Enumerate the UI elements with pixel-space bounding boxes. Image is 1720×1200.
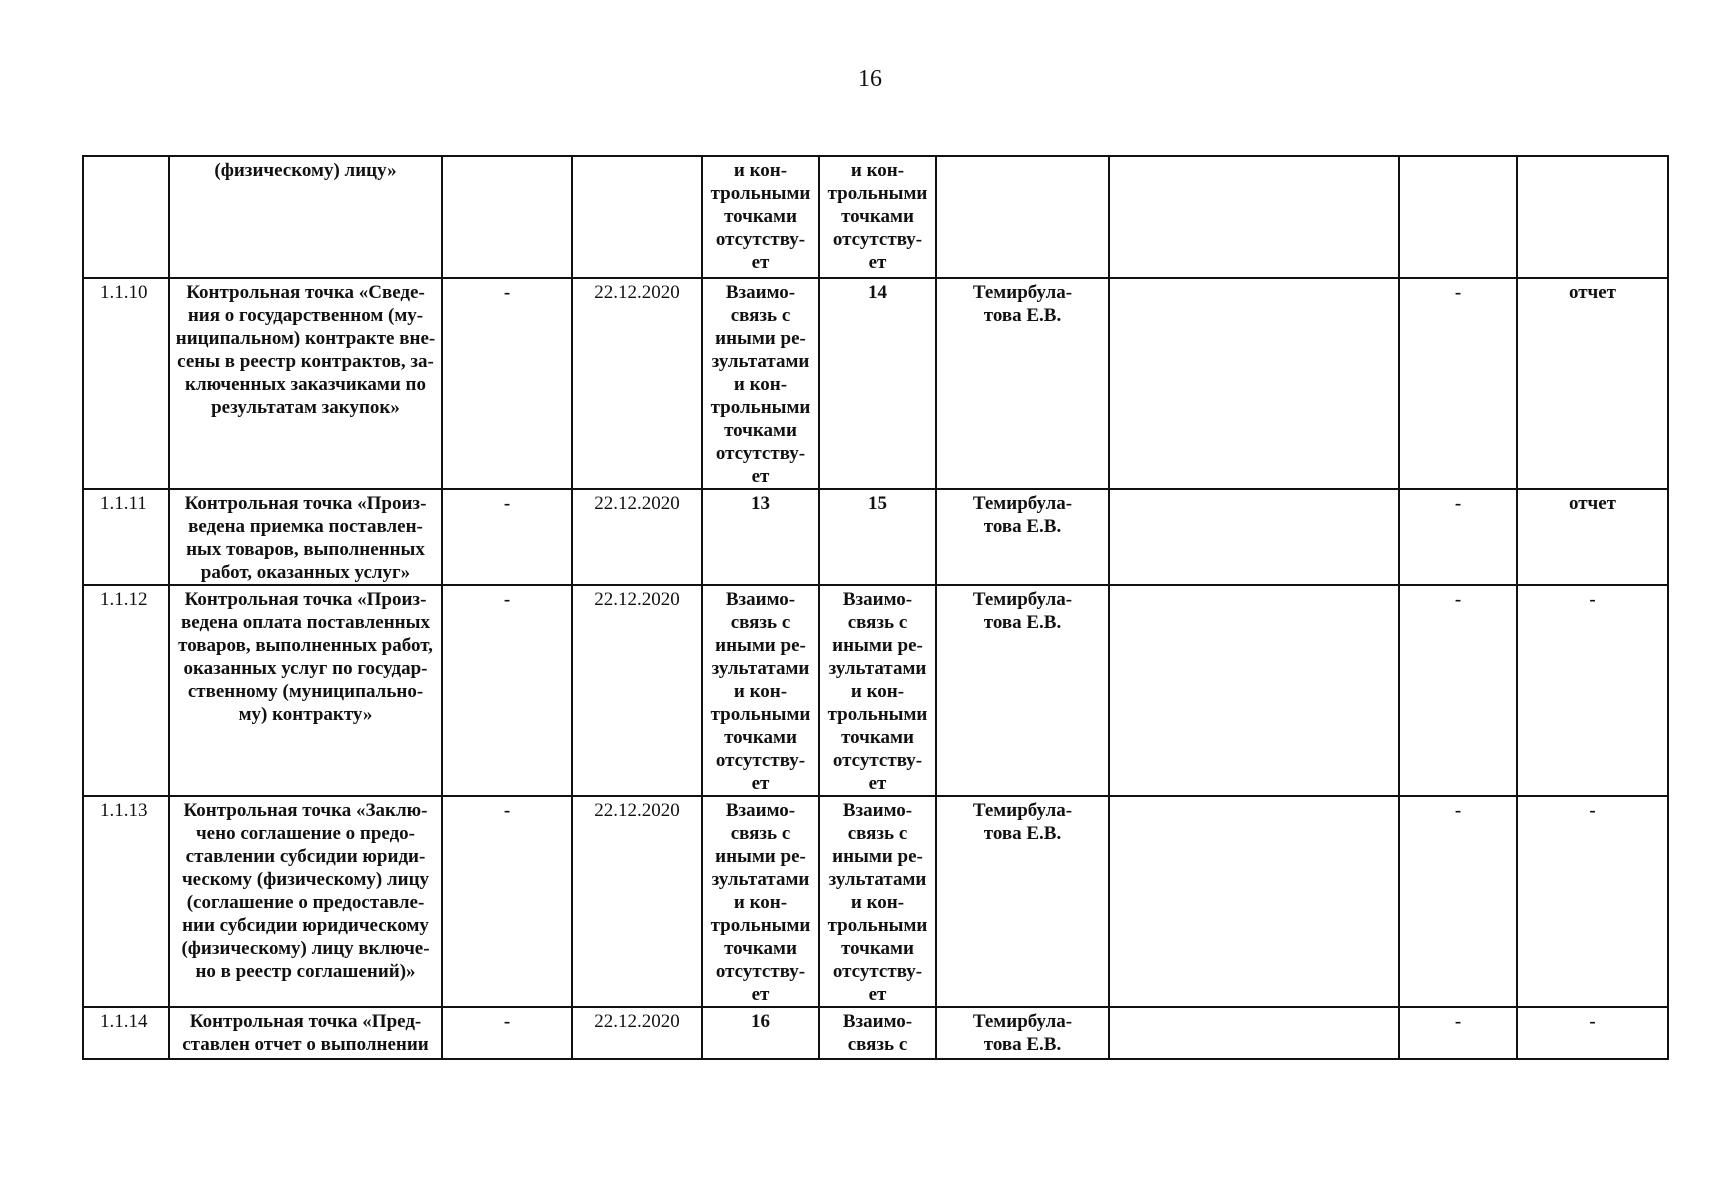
cell-end-date: 22.12.2020 [572, 489, 702, 585]
cell-responsible: Темирбула- това Е.В. [936, 585, 1109, 796]
cell-responsible: Темирбула- това Е.В. [936, 489, 1109, 585]
cell-successor: Взаимо- связь с иными ре- зультатами и кон- трольными точками отсутству- ет [819, 796, 936, 1007]
cell-name: Контрольная точка «Заклю- чено соглашение о предо- ставлении субсидии юриди- ческому (физическому) лицу (соглашение о предоставле- нии субсидии юридическому (физическому) лицу включе- но в реестр соглашений)» [169, 796, 442, 1007]
cell-name: Контрольная точка «Произ- ведена приемка поставлен- ных товаров, выполненных работ, оказанных услуг» [169, 489, 442, 585]
cell-predecessor: Взаимо- связь с иными ре- зультатами и кон- трольными точками отсутству- ет [702, 585, 819, 796]
cell-column-9: - [1399, 489, 1517, 585]
cell-column-10: отчет [1517, 489, 1668, 585]
cell-start-date [442, 156, 572, 278]
cell-column-10: - [1517, 1007, 1668, 1059]
cell-responsible: Темирбула- това Е.В. [936, 278, 1109, 489]
cell-number [83, 156, 169, 278]
cell-name: Контрольная точка «Сведе- ния о государственном (му- ниципальном) контракте вне- сены в реестр контрактов, за- ключенных заказчиками по результатам закупок» [169, 278, 442, 489]
cell-end-date [572, 156, 702, 278]
cell-column-8 [1109, 156, 1399, 278]
cell-start-date: - [442, 489, 572, 585]
cell-successor: Взаимо- связь с иными ре- зультатами и кон- трольными точками отсутству- ет [819, 585, 936, 796]
cell-predecessor: 16 [702, 1007, 819, 1059]
table-row [83, 489, 1668, 585]
cell-name: (физическому) лицу» [169, 156, 442, 278]
cell-end-date: 22.12.2020 [572, 278, 702, 489]
cell-responsible [936, 156, 1109, 278]
table-row [83, 796, 1668, 1007]
cell-number: 1.1.11 [83, 489, 169, 585]
cell-column-8 [1109, 489, 1399, 585]
cell-number: 1.1.13 [83, 796, 169, 1007]
cell-column-9: - [1399, 585, 1517, 796]
cell-column-8 [1109, 585, 1399, 796]
cell-column-9: - [1399, 796, 1517, 1007]
cell-column-9: - [1399, 278, 1517, 489]
table-row [83, 1007, 1668, 1059]
cell-column-10 [1517, 156, 1668, 278]
cell-end-date: 22.12.2020 [572, 1007, 702, 1059]
table-row [83, 585, 1668, 796]
cell-predecessor: Взаимо- связь с иными ре- зультатами и кон- трольными точками отсутству- ет [702, 278, 819, 489]
cell-column-8 [1109, 796, 1399, 1007]
cell-name: Контрольная точка «Произ- ведена оплата поставленных товаров, выполненных работ, оказанных услуг по государ- ственному (муниципально- му) контракту» [169, 585, 442, 796]
cell-end-date: 22.12.2020 [572, 585, 702, 796]
cell-name: Контрольная точка «Пред- ставлен отчет о выполнении [169, 1007, 442, 1059]
table-row [83, 278, 1668, 489]
cell-number: 1.1.10 [83, 278, 169, 489]
cell-start-date: - [442, 585, 572, 796]
cell-column-8 [1109, 278, 1399, 489]
page-number: 16 [858, 66, 882, 92]
cell-successor: 14 [819, 278, 936, 489]
cell-start-date: - [442, 796, 572, 1007]
cell-column-10: - [1517, 585, 1668, 796]
table-row [83, 156, 1668, 278]
cell-successor: Взаимо- связь с [819, 1007, 936, 1059]
cell-column-9: - [1399, 1007, 1517, 1059]
cell-responsible: Темирбула- това Е.В. [936, 796, 1109, 1007]
cell-column-8 [1109, 1007, 1399, 1059]
cell-predecessor: и кон- трольными точками отсутству- ет [702, 156, 819, 278]
cell-number: 1.1.14 [83, 1007, 169, 1059]
cell-start-date: - [442, 1007, 572, 1059]
cell-end-date: 22.12.2020 [572, 796, 702, 1007]
control-points-table [82, 155, 1669, 1060]
cell-number: 1.1.12 [83, 585, 169, 796]
cell-successor: 15 [819, 489, 936, 585]
cell-successor: и кон- трольными точками отсутству- ет [819, 156, 936, 278]
cell-predecessor: Взаимо- связь с иными ре- зультатами и кон- трольными точками отсутству- ет [702, 796, 819, 1007]
cell-predecessor: 13 [702, 489, 819, 585]
cell-column-9 [1399, 156, 1517, 278]
cell-column-10: - [1517, 796, 1668, 1007]
cell-responsible: Темирбула- това Е.В. [936, 1007, 1109, 1059]
cell-column-10: отчет [1517, 278, 1668, 489]
cell-start-date: - [442, 278, 572, 489]
